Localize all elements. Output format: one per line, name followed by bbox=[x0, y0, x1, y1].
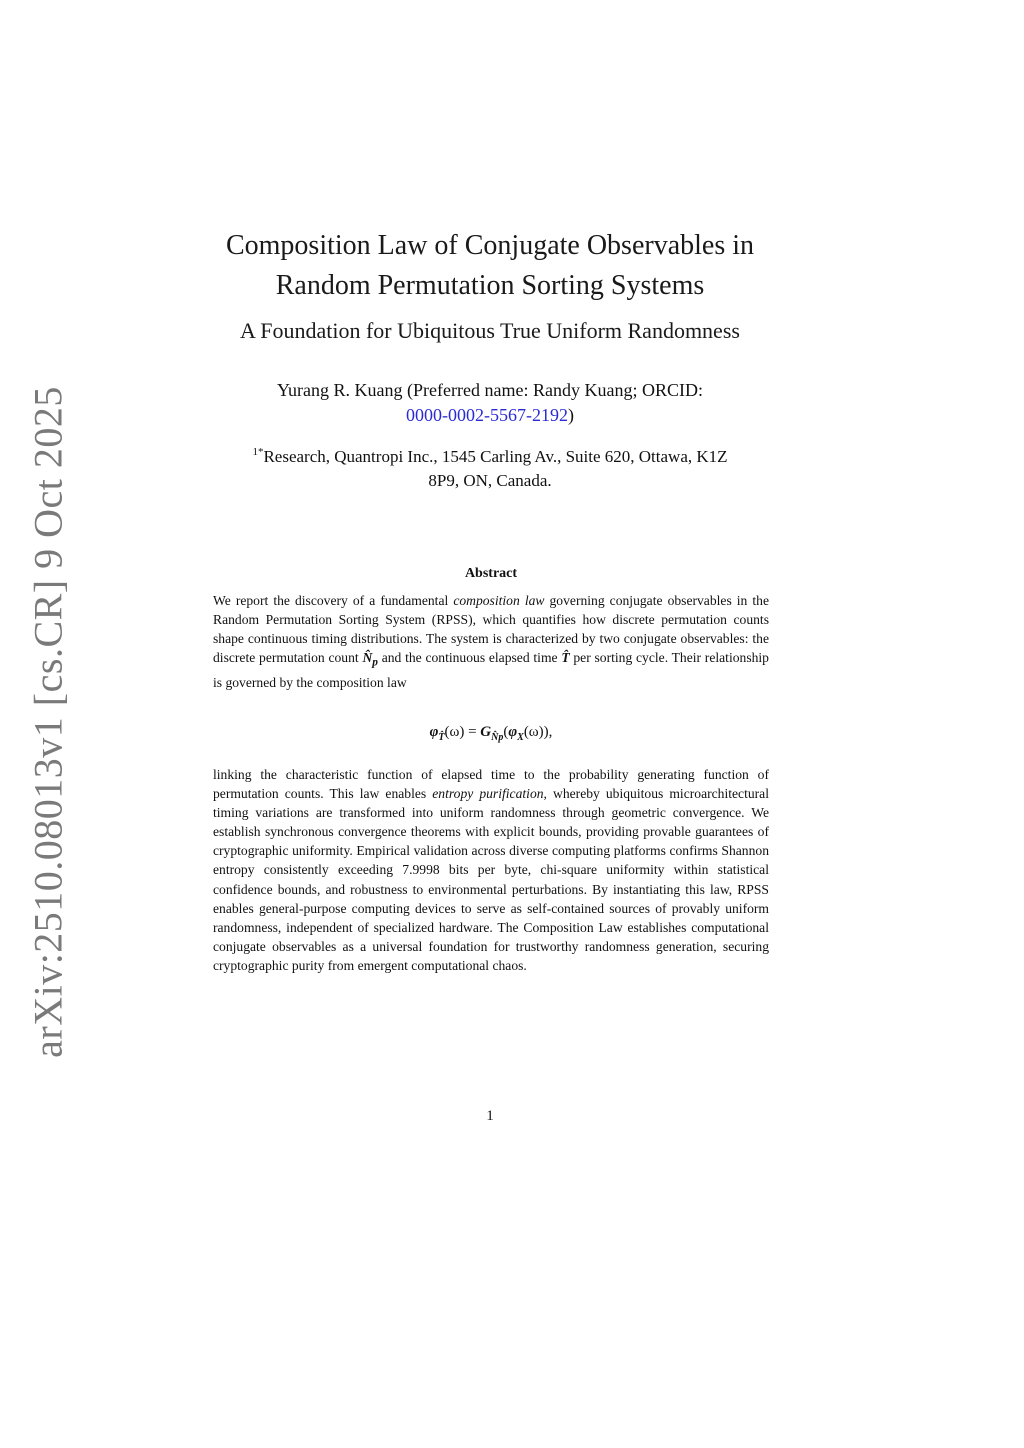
abstract-heading: Abstract bbox=[464, 566, 518, 581]
arxiv-identifier-stamp: arXiv:2510.08013v1 [cs.CR] 9 Oct 2025 bbox=[25, 386, 71, 1058]
eq-g: G bbox=[480, 724, 492, 740]
eq-rhs-close: (ω)), bbox=[523, 724, 553, 740]
symbol-permutation-count bbox=[362, 650, 378, 669]
author-block bbox=[180, 378, 800, 428]
affiliation-line-2: 8P9, ON, Canada. bbox=[428, 471, 552, 490]
symbol-elapsed-time: T̂ bbox=[561, 650, 570, 666]
affiliation-line-1 bbox=[190, 440, 790, 469]
title-line-1: Composition Law of Conjugate Observables in bbox=[225, 230, 755, 261]
abstract-paragraph-2 bbox=[213, 765, 769, 975]
eq-phi-x: φ bbox=[508, 724, 518, 740]
orcid-link[interactable]: 0000-0002-5567-2192 bbox=[406, 405, 568, 425]
paper-title bbox=[180, 226, 800, 306]
affiliation-marker: 1* bbox=[252, 446, 264, 458]
symbol-n-hat: N̂ bbox=[362, 650, 373, 666]
abstract-p1-text-b: governing conjugate observables in the Random Permutation Sorting System (RPSS), which quantifies how discrete permutation counts shape continuous timing distributions. The system is characterized by two conjugate observables: the discrete permutation count bbox=[213, 593, 770, 666]
abstract-p2-text-a: linking the characteristic function of elapsed time to the probability generating function of permutation counts. This law enables bbox=[213, 767, 769, 802]
affiliation-text-1: Research, Quantropi Inc., 1545 Carling Av., Suite 620, Ottawa, K1Z bbox=[263, 447, 728, 466]
abstract-paragraph-1 bbox=[213, 591, 769, 692]
page-number: 1 bbox=[486, 1108, 494, 1124]
symbol-n-subscript: p bbox=[372, 657, 378, 669]
author-name-line: Yurang R. Kuang (Preferred name: Randy Kuang; ORCID: bbox=[277, 380, 703, 400]
abstract-p2-text-b: , whereby ubiquitous microarchitectural timing variations are transformed into uniform randomness through geometric convergence. We establish synchronous convergence theorems with explicit bounds, providing provable guarantees of cryptographic uniformity. Empirical validation across diverse computing platforms confirms Shannon entropy consistently exceeding 7.9998 bits per byte, chi-square uniformity within statistical confidence bounds, and robustness to environmental perturbations. By instantiating this law, RPSS enables general-purpose computing devices to serve as self-contained sources of provably uniform randomness, independent of specialized hardware. The Composition Law establishes computational conjugate observables as a universal foundation for trustworthy randomness generation, securing cryptographic purity from emergent computational chaos. bbox=[213, 786, 769, 973]
affiliation-block bbox=[190, 440, 790, 493]
orcid-close-paren: ) bbox=[567, 405, 574, 425]
abstract-p1-emphasis: composition law bbox=[453, 593, 545, 608]
title-line-2: Random Permutation Sorting Systems bbox=[275, 270, 705, 301]
eq-phi-subscript: T̂ bbox=[438, 732, 445, 743]
eq-lhs-argument: (ω) = bbox=[444, 724, 481, 740]
paper-subtitle: A Foundation for Ubiquitous True Uniform Randomness bbox=[240, 318, 740, 343]
composition-law-equation bbox=[213, 724, 769, 743]
eq-g-subscript: N̂p bbox=[491, 732, 504, 743]
orcid-line bbox=[180, 403, 800, 428]
abstract-p1-text-c: and the continuous elapsed time bbox=[377, 650, 562, 666]
eq-rhs-open: ( bbox=[503, 724, 509, 740]
abstract-p1-text-a: We report the discovery of a fundamental bbox=[213, 593, 454, 608]
abstract-p2-emphasis: entropy purification bbox=[432, 786, 544, 802]
eq-phi-x-subscript: X bbox=[517, 732, 524, 743]
eq-phi: φ bbox=[429, 724, 439, 740]
abstract-p1-text-d: per sorting cycle. Their relationship is governed by the composition law bbox=[213, 650, 769, 691]
